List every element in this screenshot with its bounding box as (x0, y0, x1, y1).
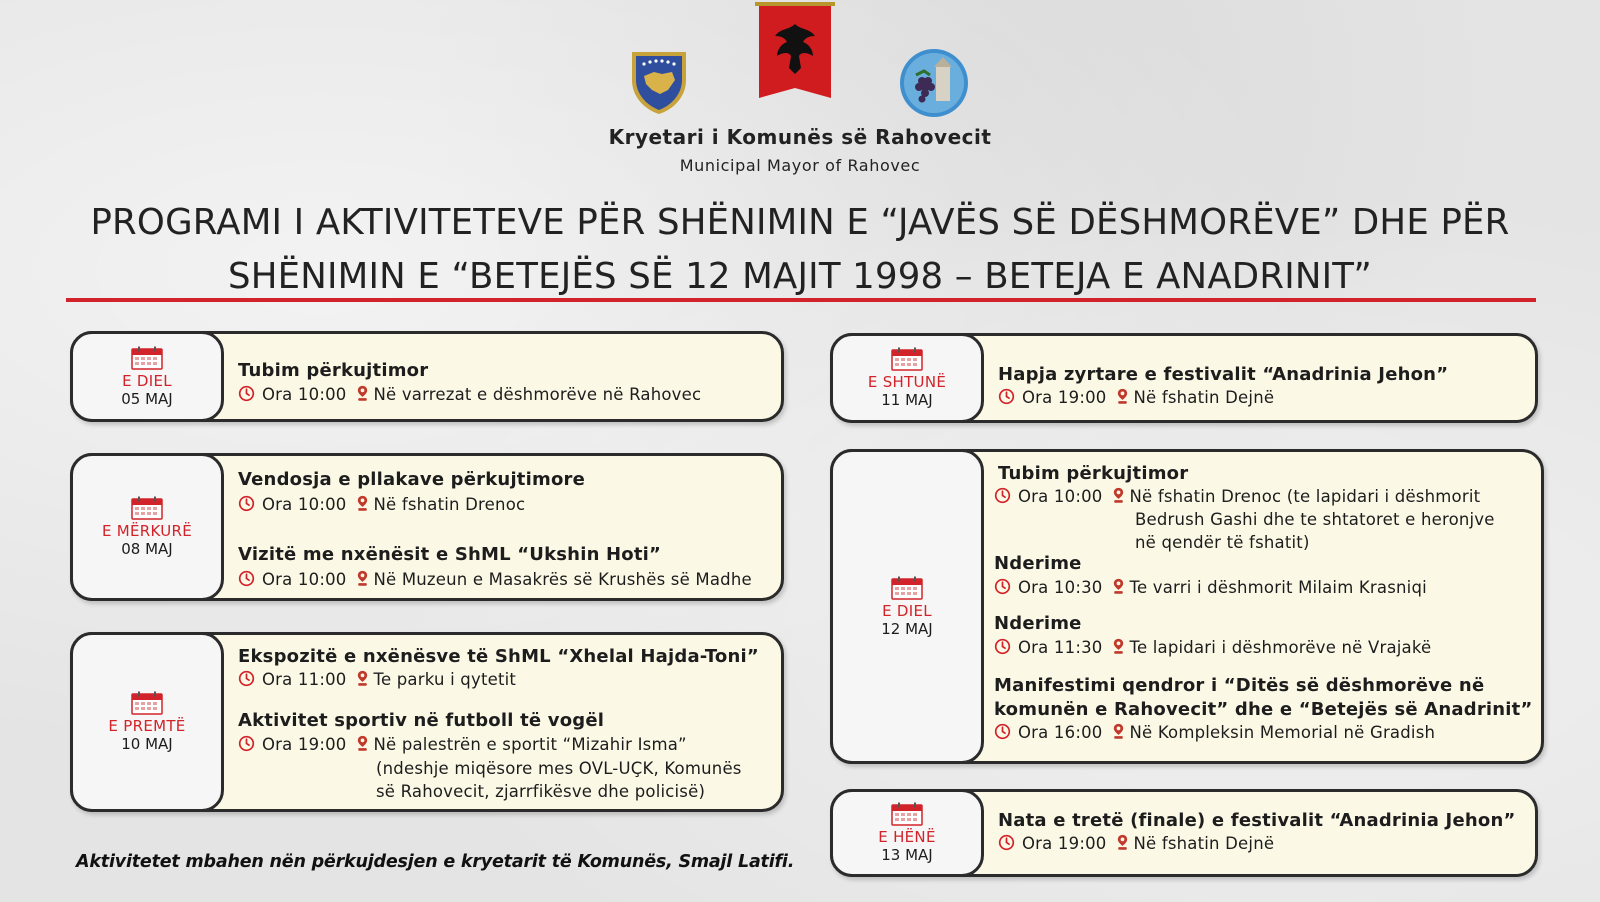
event-details (998, 386, 1274, 409)
location-pin-icon (1116, 834, 1129, 851)
event-place: Te varri i dëshmorit Milaim Krasniqi (1129, 578, 1427, 597)
event-time: Ora 11:30 (1018, 638, 1103, 657)
schedule-card-05-maj (70, 331, 784, 422)
event-place: Në varrezat e dëshmorëve në Rahovec (373, 385, 702, 404)
event-details (238, 668, 516, 691)
event-title: Vizitë me nxënësit e ShML “Ukshin Hoti” (238, 544, 662, 565)
event-time: Ora 19:00 (1022, 388, 1107, 407)
day-date: 12 MAJ (881, 619, 933, 638)
location-pin-icon (1112, 638, 1125, 655)
event-title: Nderime (994, 613, 1082, 634)
event-time: Ora 10:00 (262, 385, 347, 404)
event-place: Te lapidari i dëshmorëve në Vrajakë (1129, 638, 1432, 657)
schedule-card-08-maj (70, 453, 784, 601)
calendar-icon (891, 802, 923, 826)
event-place-continued: së Rahovecit, zjarrfikësve dhe policisë) (376, 782, 706, 801)
date-box (70, 632, 224, 812)
calendar-icon (891, 347, 923, 371)
event-time: Ora 11:00 (262, 670, 347, 689)
day-name: E HËNË (878, 828, 936, 846)
event-title: Nata e tretë (finale) e festivalit “Anadrinia Jehon” (998, 810, 1516, 831)
albanian-flag-icon (753, 2, 837, 106)
footer-note: Aktivitetet mbahen nën përkujdesjen e kryetarit të Komunës, Smajl Latifi. (76, 852, 795, 872)
schedule-card-13-maj (830, 789, 1538, 877)
event-place: Në Muzeun e Masakrës së Krushës së Madhe (373, 570, 752, 589)
mayor-title: Kryetari i Komunës së Rahovecit (608, 125, 992, 149)
event-title: Vendosja e pllakave përkujtimore (238, 469, 585, 490)
event-place: Në palestrën e sportit “Mizahir Isma” (373, 735, 687, 754)
location-pin-icon (356, 385, 369, 402)
day-name: E DIEL (122, 371, 172, 390)
event-details (238, 568, 752, 591)
event-time: Ora 16:00 (1018, 723, 1103, 742)
event-place-continued: (ndeshje miqësore mes OVL-UÇK, Komunës (376, 759, 742, 778)
event-title: Aktivitet sportiv në futboll të vogël (238, 710, 605, 731)
day-name: E DIEL (882, 601, 932, 620)
event-time: Ora 19:00 (262, 735, 347, 754)
kosovo-coat-of-arms-icon (628, 50, 690, 116)
event-place: Në fshatin Drenoc (373, 495, 526, 514)
day-name: E MËRKURË (101, 522, 193, 540)
location-pin-icon (356, 735, 369, 752)
clock-icon (238, 735, 255, 752)
day-name: E SHTUNË (867, 373, 947, 391)
event-details (994, 721, 1435, 744)
location-pin-icon (356, 570, 369, 587)
clock-icon (238, 385, 255, 402)
event-time: Ora 19:00 (1022, 834, 1107, 853)
location-pin-icon (356, 670, 369, 687)
event-place: Në Kompleksin Memorial në Gradish (1129, 723, 1436, 742)
event-details (994, 485, 1480, 508)
event-place: Në fshatin Dejnë (1133, 834, 1275, 853)
clock-icon (994, 638, 1011, 655)
calendar-icon (131, 346, 163, 370)
date-box (830, 789, 984, 877)
event-title: Tubim përkujtimor (238, 360, 429, 381)
day-date: 05 MAJ (121, 389, 173, 408)
calendar-icon (891, 576, 923, 600)
schedule-card-11-maj (830, 333, 1538, 423)
calendar-icon (131, 496, 163, 520)
event-place-continued: Bedrush Gashi dhe te shtatoret e heronjve (1135, 510, 1495, 529)
event-time: Ora 10:00 (262, 570, 347, 589)
location-pin-icon (1112, 723, 1125, 740)
day-name: E PREMTË (108, 717, 186, 735)
calendar-icon (131, 691, 163, 715)
date-box (830, 449, 984, 764)
date-box (70, 453, 224, 601)
page-title (40, 196, 1560, 304)
clock-icon (998, 834, 1015, 851)
event-place: Në fshatin Drenoc (te lapidari i dëshmorit (1129, 487, 1481, 506)
event-details (238, 733, 687, 756)
clock-icon (238, 570, 255, 587)
clock-icon (994, 487, 1011, 504)
event-place: Në fshatin Dejnë (1133, 388, 1275, 407)
day-date: 11 MAJ (881, 391, 933, 409)
event-title: Hapja zyrtare e festivalit “Anadrinia Jehon” (998, 364, 1449, 385)
event-place: Te parku i qytetit (373, 670, 517, 689)
day-date: 10 MAJ (121, 735, 173, 753)
clock-icon (238, 495, 255, 512)
event-title: Tubim përkujtimor (998, 463, 1189, 484)
page-title-line-2: SHËNIMIN E “BETEJËS SË 12 MAJIT 1998 – BETEJA E ANADRINIT” (228, 256, 1372, 297)
day-date: 13 MAJ (881, 846, 933, 864)
title-divider (66, 298, 1536, 302)
location-pin-icon (356, 495, 369, 512)
clock-icon (994, 578, 1011, 595)
date-box (70, 331, 224, 422)
mayor-subtitle: Municipal Mayor of Rahovec (679, 156, 921, 175)
location-pin-icon (1116, 388, 1129, 405)
date-box (830, 333, 984, 423)
event-title: Manifestimi qendror i “Ditës së dëshmorëve në (994, 675, 1485, 696)
event-title: Nderime (994, 553, 1082, 574)
event-time: Ora 10:00 (262, 495, 347, 514)
event-time: Ora 10:00 (1018, 487, 1103, 506)
location-pin-icon (1112, 487, 1125, 504)
rahovec-municipality-emblem-icon (898, 47, 970, 119)
event-details (994, 576, 1427, 599)
event-details (238, 383, 701, 406)
clock-icon (238, 670, 255, 687)
schedule-card-12-maj (830, 449, 1544, 764)
page-title-line-1: PROGRAMI I AKTIVITETEVE PËR SHËNIMIN E “JAVËS SË DËSHMORËVE” DHE PËR (90, 202, 1510, 243)
event-details (998, 832, 1274, 855)
location-pin-icon (1112, 578, 1125, 595)
event-details (238, 493, 525, 516)
schedule-card-10-maj (70, 632, 784, 812)
event-title-continued: komunën e Rahovecit” dhe e “Betejës së Anadrinit” (994, 699, 1533, 720)
clock-icon (998, 388, 1015, 405)
event-time: Ora 10:30 (1018, 578, 1103, 597)
day-date: 08 MAJ (121, 540, 173, 558)
event-place-continued: në qendër të fshatit) (1135, 533, 1310, 552)
clock-icon (994, 723, 1011, 740)
event-details (994, 636, 1431, 659)
event-title: Ekspozitë e nxënësve të ShML “Xhelal Hajda-Toni” (238, 646, 759, 667)
